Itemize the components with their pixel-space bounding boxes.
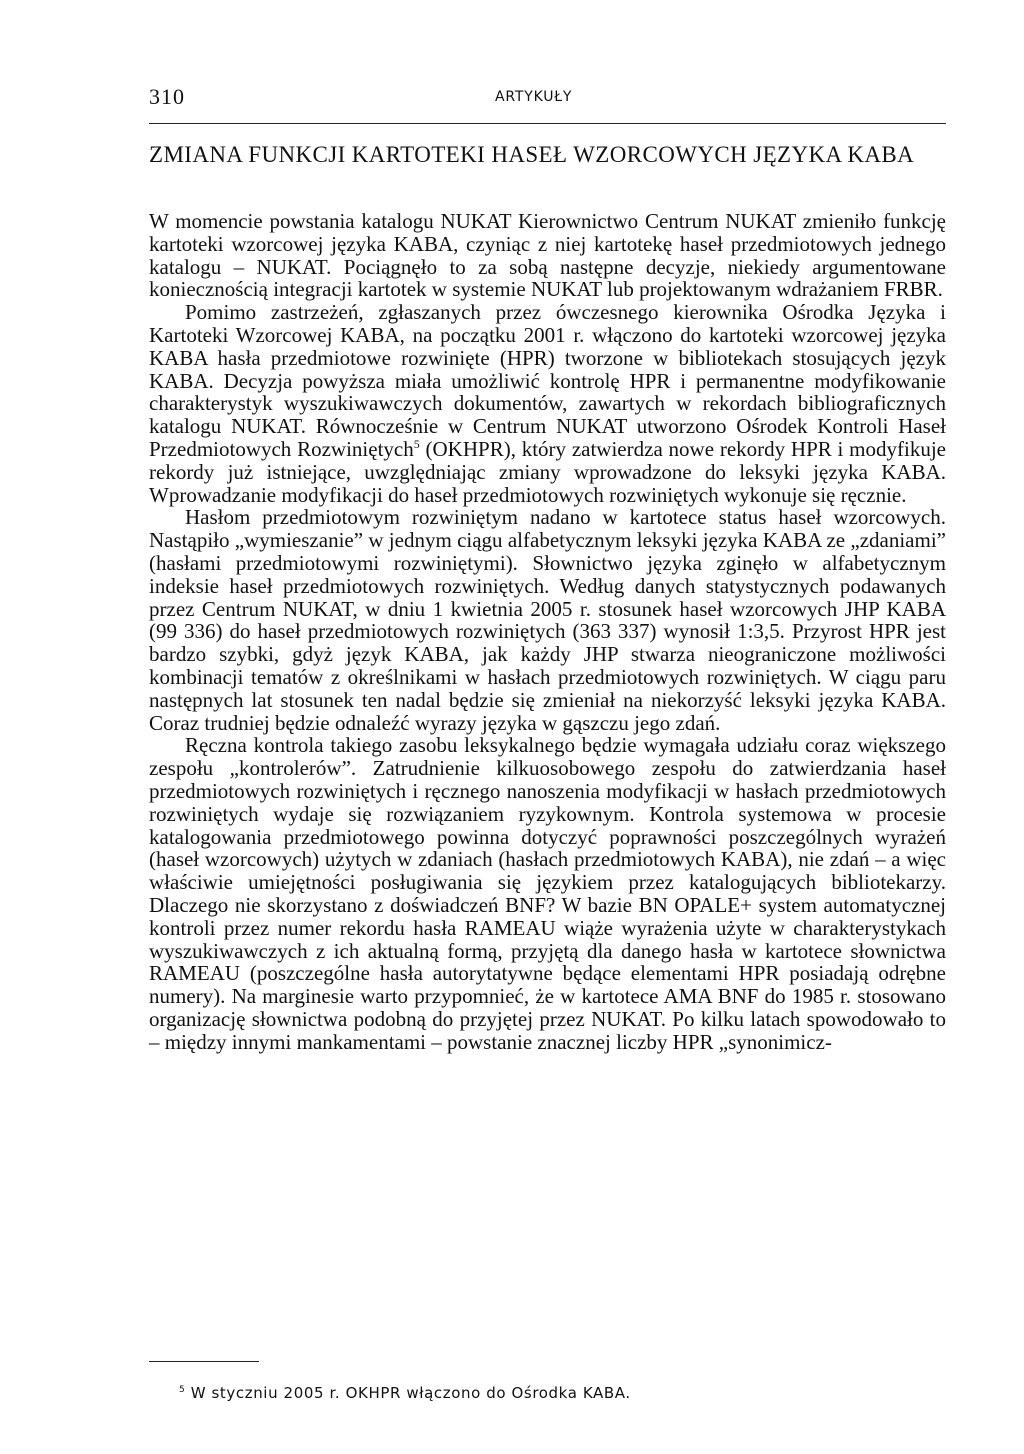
paragraph-2	[149, 301, 946, 506]
paragraph-1: W momencie powstania katalogu NUKAT Kierownictwo Centrum NUKAT zmieniło funkcję kartoteki wzorcowej języka KABA, czyniąc z niej kartotekę haseł przedmiotowych jednego katalogu – NUKAT. Pociągnęło to za sobą następne decyzje, niekiedy argumentowane koniecznością integracji kartotek w systemie NUKAT lub projektowanym wdrażaniem FRBR.	[149, 209, 946, 302]
paragraph-2-text: Pomimo zastrzeżeń, zgłaszanych przez ówczesnego kierownika Ośrodka Języka i Kartoteki Wzorcowej KABA, na początku 2001 r. włączono do kartoteki wzorcowej języka KABA hasła przedmiotowe rozwinięte (HPR) tworzone w bibliotekach stosujących język KABA. Decyzja powyższa miała umożliwić kontrolę HPR i permanentne modyfikowanie charakterystyk wyszukiwawczych dokumentów, zawartych w rekordach bibliograficznych katalogu NUKAT. Równocześnie w Centrum NUKAT utworzono Ośrodek Kontroli Haseł Przedmiotowych Rozwiniętych	[149, 300, 946, 461]
article-body	[149, 210, 946, 1053]
running-head: ARTYKUŁY	[495, 89, 573, 105]
page-header	[149, 84, 946, 116]
footnote-reference: 5	[413, 436, 420, 451]
header-rule	[149, 123, 946, 124]
paragraph-2-continuation: (OKHPR), który zatwierdza nowe rekordy HPR i modyfikuje rekordy już istniejące, uwzględniając zmiany wprowadzone do leksyki języka KABA. Wprowadzanie modyfikacji do haseł przedmiotowych rozwiniętych wykonuje się ręcznie.	[149, 436, 946, 507]
footnote-text: W styczniu 2005 r. OKHPR włączono do Ośrodka KABA.	[190, 1384, 631, 1402]
footnote	[179, 1384, 631, 1402]
footnote-marker: 5	[179, 1385, 186, 1395]
section-title: ZMIANA FUNKCJI KARTOTEKI HASEŁ WZORCOWYCH JĘZYKA KABA	[149, 142, 915, 167]
footnote-rule	[149, 1361, 259, 1362]
page-number: 310	[149, 84, 185, 109]
paragraph-4: Ręczna kontrola takiego zasobu leksykalnego będzie wymagała udziału coraz większego zespołu „kontrolerów”. Zatrudnienie kilkuosobowego zespołu do zatwierdzania haseł przedmiotowych rozwiniętych i ręcznego nanoszenia modyfikacji w hasłach przedmiotowych rozwiniętych wydaje się rozwiązaniem ryzykownym. Kontrola systemowa w procesie katalogowania przedmiotowego powinna dotyczyć poprawności poszczególnych wyrażeń (haseł wzorcowych) użytych w zdaniach (hasłach przedmiotowych KABA), nie zdań – a więc właściwie umiejętności posługiwania się językiem przez katalogujących bibliotekarzy. Dlaczego nie skorzystano z doświadczeń BNF? W bazie BN OPALE+ system automatycznej kontroli przez numer rekordu hasła RAMEAU wiąże wyrażenia użyte w charakterystykach wyszukiwawczych z ich aktualną formą, przyjętą dla danego hasła w kartotece słownictwa RAMEAU (poszczególne hasła autorytatywne będące elementami HPR posiadają odrębne numery). Na marginesie warto przypomnieć, że w kartotece AMA BNF do 1985 r. stosowano organizację słownictwa podobną do przyjętej przez NUKAT. Po kilku latach spowodowało to – między innymi mankamentami – powstanie znacznej liczby HPR „synonimicz-	[149, 733, 946, 1054]
paragraph-3: Hasłom przedmiotowym rozwiniętym nadano w kartotece status haseł wzorcowych. Nastąpiło „wymieszanie” w jednym ciągu alfabetycznym leksyki języka KABA ze „zdaniami” (hasłami przedmiotowymi rozwiniętymi). Słownictwo języka zginęło w alfabetycznym indeksie haseł przedmiotowych rozwiniętych. Według danych statystycznych podawanych przez Centrum NUKAT, w dniu 1 kwietnia 2005 r. stosunek haseł wzorcowych JHP KABA (99 336) do haseł przedmiotowych rozwiniętych (363 337) wynosił 1:3,5. Przyrost HPR jest bardzo szybki, gdyż język KABA, jak każdy JHP stwarza nieograniczone możliwości kombinacji tematów z określnikami w hasłach przedmiotowych rozwiniętych. W ciągu paru następnych lat stosunek ten nadal będzie się zmieniał na niekorzyść leksyki języka KABA. Coraz trudniej będzie odnaleźć wyrazy języka w gąszczu jego zdań.	[149, 505, 946, 735]
